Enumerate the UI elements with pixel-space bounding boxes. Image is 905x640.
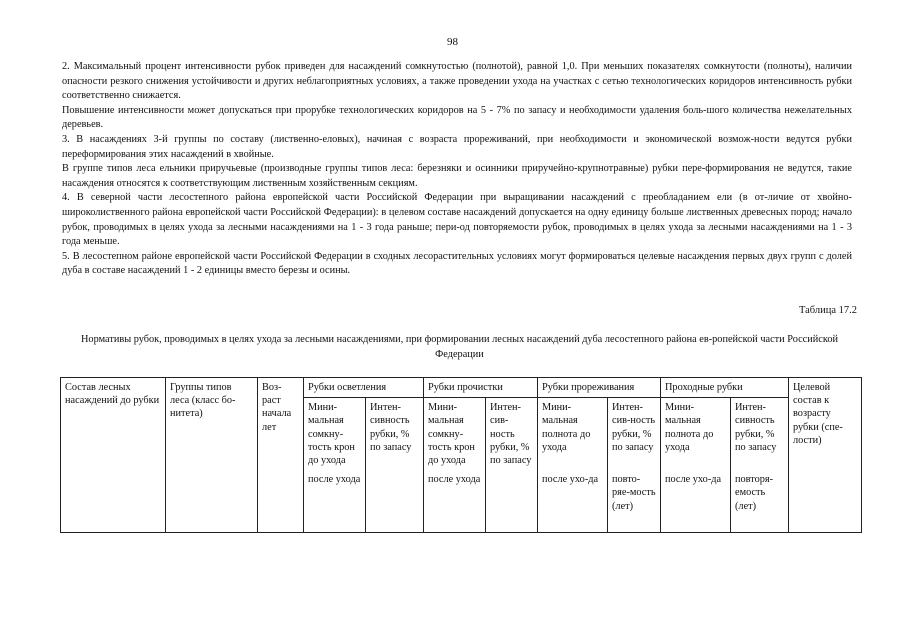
repeat-period-cell: повто-ряе-мость (лет) [608,470,661,533]
page-number: 98 [447,36,458,48]
subheader-cell: Интен-сив-ность рубки, % по запасу [608,398,661,471]
header-start-age: Воз-раст начала лет [258,378,304,533]
body-text [62,60,852,279]
after-care-cell: после ухода [424,470,486,533]
paragraph: В группе типов леса ельники приручьевые (производные группы типов леса: березняки и осинники приручейно-крупнотравные) рубки пере-формирования не ведутся, такие насаждения относятся к соответствующим лиственным хозяйственным секциям. [62,163,852,189]
header-group-thinning-light: Рубки осветления [304,378,424,398]
header-composition: Состав лесных насаждений до рубки [61,378,166,533]
paragraph: 4. В северной части лесостепного района европейской части Российской Федерации при выращивании насаждений с преобладанием ели (в от-личие от хвойно-широколиственного района европейской части Российской Федерации): в целевом составе насаждений допускается на одну единицу больше лиственных древесных пород; начало рубок, проводимых в целях ухода за лесными насаждениями на 1 - 3 года раньше; пери-од повторяемости рубок, проводимых в целях ухода за лесными насаждениями на 1 - 3 года меньше. [62,192,852,248]
header-target-composition: Целевой состав к возрасту рубки (спе-лости) [789,378,862,533]
paragraph: 5. В лесостепном районе европейской части Российской Федерации в сходных лесорастительных условиях могут формироваться целевые насаждения первых двух групп с долей дуба в составе насаждений 1 - 2 единицы вместо березы и осины. [62,250,852,277]
table-caption: Нормативы рубок, проводимых в целях ухода за лесными насаждениями, при формировании лесных насаждений дуба лесостепного района ев-ропейской части Российской Федерации [81,334,838,360]
after-care-cell: после ухо-да [661,470,731,533]
after-care-cell: после ухо-да [538,470,608,533]
subheader-cell: Интен-сивность рубки, % по запасу [731,398,789,471]
subheader-cell: Интен-сивность рубки, % по запасу [366,398,424,533]
norms-table [60,377,862,533]
header-group-thinning: Рубки прореживания [538,378,661,398]
subheader-cell: Мини-мальная сомкну-тость крон до ухода [304,398,366,471]
table-label: Таблица 17.2 [798,305,857,316]
subheader-cell: Мини-мальная полнота до ухода [661,398,731,471]
header-group-passing: Проходные рубки [661,378,789,398]
paragraph: 3. В насаждениях 3-й группы по составу (лиственно-еловых), начиная с возраста прореживаний, при необходимости и экономической возмож-ности ведутся рубки переформирования этих насаждений в хвойные. [62,133,852,160]
subheader-cell: Мини-мальная сомкну-тость крон до ухода [424,398,486,471]
paragraph: 2. Максимальный процент интенсивности рубок приведен для насаждений сомкнутостью (полнотой), равной 1,0. При меньших показателях сомкнутости (полноты), наличии опасности резкого снижения устойчивости и других неблагоприятных условиях, а также проведении ухода на участках с сетью технологических коридоров интенсивность рубки соответственно снижается. [62,61,852,102]
subheader-cell: Мини-мальная полнота до ухода [538,398,608,471]
paragraph: Повышение интенсивности может допускаться при прорубке технологических коридоров на 5 - 7% по запасу и необходимости удаления боль-шого количества нежелательных деревьев. [62,104,852,131]
repeat-period-cell: повторя-емость (лет) [731,470,789,533]
after-care-cell: после ухода [304,470,366,533]
subheader-cell: Интен-сив-ность рубки, % по запасу [486,398,538,533]
header-group-cleaning: Рубки прочистки [424,378,538,398]
header-forest-groups: Группы типов леса (класс бо-нитета) [166,378,258,533]
table-header-row [61,378,862,398]
